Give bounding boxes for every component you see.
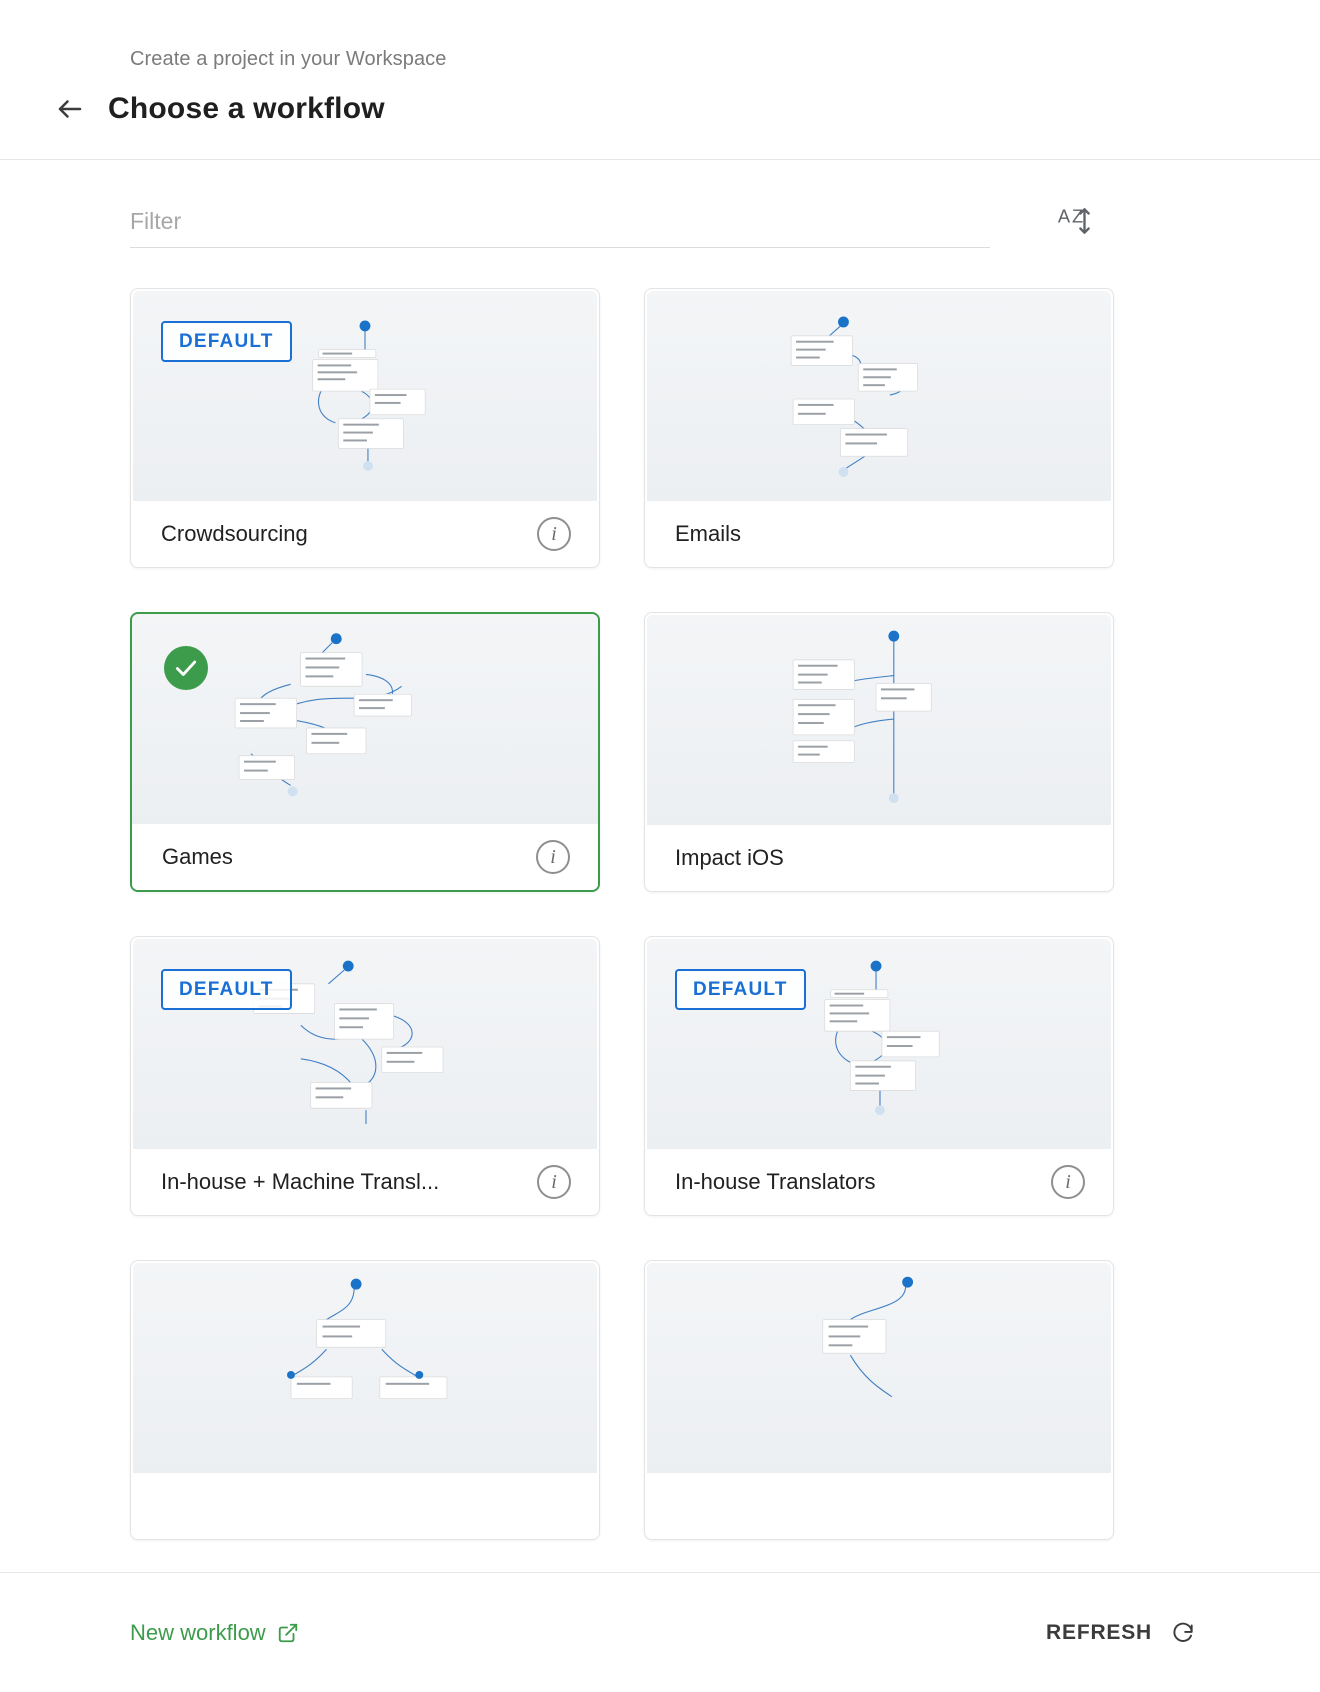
workflow-card-crowdsourcing[interactable]	[130, 288, 600, 568]
page-header	[0, 0, 1320, 160]
card-footer	[645, 1473, 1113, 1539]
workflow-diagram	[647, 1263, 1111, 1477]
card-footer	[645, 501, 1113, 567]
default-badge: DEFAULT	[161, 321, 292, 362]
workflow-diagram	[133, 1263, 597, 1477]
workflow-card-inhouse-machine[interactable]	[130, 936, 600, 1216]
card-footer	[645, 1149, 1113, 1215]
search-input[interactable]	[130, 208, 990, 235]
refresh-icon	[1170, 1620, 1196, 1646]
breadcrumb: Create a project in your Workspace	[130, 48, 447, 70]
svg-text:Z: Z	[1072, 205, 1084, 227]
selected-check-icon	[164, 646, 208, 690]
card-footer	[131, 1473, 599, 1539]
new-workflow-label: New workflow	[130, 1619, 266, 1645]
workflow-name: In-house + Machine Transl...	[161, 1169, 440, 1194]
card-footer	[645, 825, 1113, 891]
workflow-name: In-house Translators	[675, 1169, 876, 1194]
workflow-thumbnail	[647, 291, 1111, 505]
svg-text:A: A	[1057, 205, 1071, 227]
info-icon[interactable]: i	[537, 517, 571, 551]
workflow-thumbnail	[647, 615, 1111, 829]
page-title: Choose a workflow	[108, 92, 385, 125]
workflow-diagram	[132, 614, 598, 828]
workflow-list-scroll[interactable]	[0, 248, 1320, 1572]
title-row	[0, 85, 1320, 133]
info-icon[interactable]: i	[537, 1165, 571, 1199]
arrow-left-icon	[55, 94, 85, 124]
default-badge: DEFAULT	[161, 969, 292, 1010]
card-footer	[131, 501, 599, 567]
workflow-thumbnail	[647, 1263, 1111, 1477]
card-footer	[132, 824, 598, 890]
info-icon[interactable]: i	[1051, 1165, 1085, 1199]
workflow-card-partial-left[interactable]	[130, 1260, 600, 1540]
workflow-card-impact-ios[interactable]	[644, 612, 1114, 892]
workflow-grid	[0, 248, 1320, 1572]
workflow-name: Crowdsourcing	[161, 521, 308, 546]
filter-field[interactable]	[130, 208, 990, 248]
back-button[interactable]	[46, 85, 94, 133]
info-icon[interactable]: i	[536, 840, 570, 874]
filter-bar	[0, 160, 1320, 248]
external-link-icon	[277, 1622, 299, 1644]
workflow-name: Emails	[675, 521, 742, 546]
workflow-diagram	[647, 615, 1111, 829]
workflow-card-games[interactable]	[130, 612, 600, 892]
card-footer	[131, 1149, 599, 1215]
new-workflow-link[interactable]	[130, 1620, 299, 1646]
workflow-card-partial-right[interactable]	[644, 1260, 1114, 1540]
workflow-name: Impact iOS	[675, 845, 784, 870]
refresh-button[interactable]	[1046, 1620, 1196, 1646]
default-badge: DEFAULT	[675, 969, 806, 1010]
page-footer	[0, 1572, 1320, 1692]
workflow-card-emails[interactable]	[644, 288, 1114, 568]
refresh-label: REFRESH	[1046, 1620, 1152, 1644]
workflow-diagram	[647, 291, 1111, 505]
workflow-name: Games	[162, 844, 233, 869]
workflow-card-inhouse-translators[interactable]	[644, 936, 1114, 1216]
workflow-thumbnail	[132, 614, 598, 828]
workflow-thumbnail	[133, 1263, 597, 1477]
sort-alpha-icon[interactable]	[1050, 194, 1104, 248]
